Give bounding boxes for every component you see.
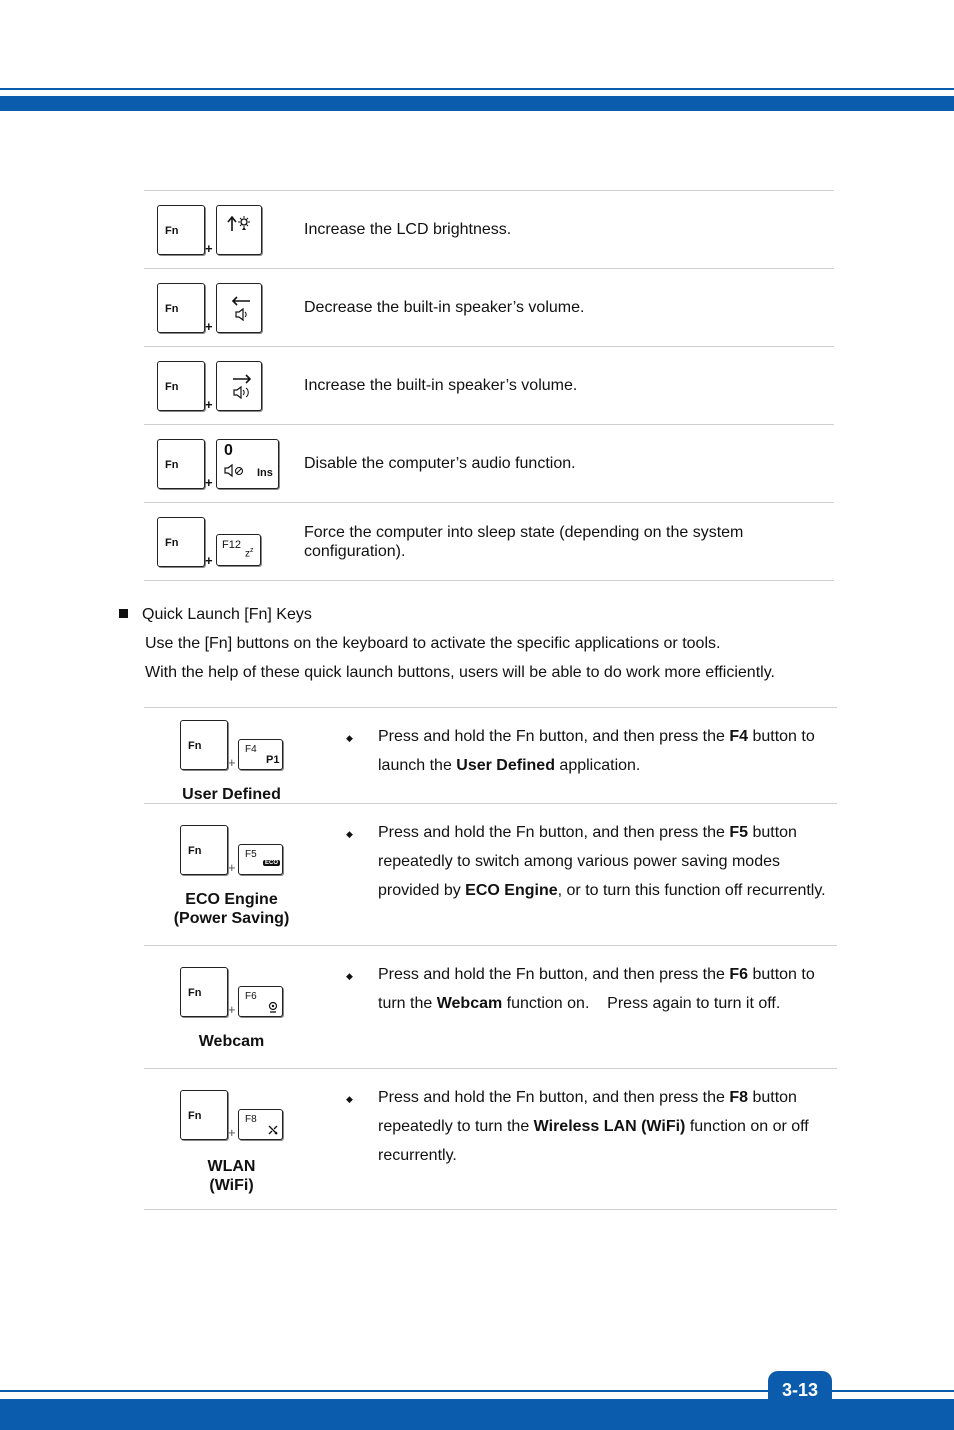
volume-down-icon xyxy=(217,284,261,332)
eco-icon: ECO xyxy=(265,860,279,866)
square-bullet-icon xyxy=(119,609,128,618)
quick-launch-table xyxy=(144,707,837,1210)
key-combo xyxy=(180,825,290,879)
volume-up-key xyxy=(216,361,262,411)
fn-key-label: Fn xyxy=(188,740,202,752)
fn-key xyxy=(157,205,205,255)
fn-row xyxy=(144,346,834,424)
mute-icon xyxy=(223,463,247,479)
key-combo xyxy=(157,438,307,490)
diamond-bullet-icon: ◆ xyxy=(346,733,353,743)
key-combo xyxy=(180,1090,290,1144)
wifi-icon xyxy=(267,1124,279,1136)
f8-label: F8 xyxy=(245,1114,257,1125)
plus-sign: + xyxy=(228,1125,236,1140)
f5-label: F5 xyxy=(245,849,257,860)
key-combo xyxy=(157,360,307,412)
fn-key-label: Fn xyxy=(165,459,179,471)
quick-launch-name: Webcam xyxy=(198,1033,265,1050)
quick-launch-description: Press and hold the Fn button, and then press the F5 button repeatedly to switch among various power saving modes provided by ECO Engine, or to turn this function off recurrently. xyxy=(378,824,826,899)
quick-launch-row xyxy=(144,1068,837,1210)
plus-sign: + xyxy=(205,319,213,334)
key-combo xyxy=(157,204,307,256)
quick-launch-name: WLAN (WiFi) xyxy=(207,1158,256,1194)
quick-launch-key-cell xyxy=(144,708,319,803)
f12-sleep-key xyxy=(216,534,261,566)
fn-row-description: Decrease the built-in speaker’s volume. xyxy=(304,299,585,316)
webcam-icon xyxy=(267,1001,279,1013)
quick-launch-intro: With the help of these quick launch buttons, users will be able to do work more efficiently. xyxy=(145,664,775,681)
fn-key-label: Fn xyxy=(165,225,179,237)
quick-launch-heading xyxy=(119,606,312,624)
plus-sign: + xyxy=(205,475,213,490)
fn-key xyxy=(157,439,205,489)
fn-key xyxy=(180,825,228,875)
plus-sign: + xyxy=(205,553,213,568)
fn-key-label: Fn xyxy=(188,987,202,999)
f8-key xyxy=(238,1109,283,1140)
plus-sign: + xyxy=(228,1002,236,1017)
key-combo xyxy=(157,282,307,334)
fn-key xyxy=(180,1090,228,1140)
quick-launch-intro: Use the [Fn] buttons on the keyboard to activate the specific applications or tools. xyxy=(145,635,721,652)
f5-key xyxy=(238,844,283,875)
diamond-bullet-icon: ◆ xyxy=(346,829,353,839)
f6-label: F6 xyxy=(245,991,257,1002)
sleep-icon: $z^z$ xyxy=(245,547,254,560)
fn-row xyxy=(144,502,834,581)
quick-launch-heading-text: Quick Launch [Fn] Keys xyxy=(142,606,312,623)
fn-key xyxy=(180,967,228,1017)
fn-key-label: Fn xyxy=(165,381,179,393)
fn-key xyxy=(157,361,205,411)
fn-key-label: Fn xyxy=(188,1110,202,1122)
key-combo xyxy=(180,720,290,774)
quick-launch-key-cell xyxy=(144,946,319,1068)
quick-launch-row xyxy=(144,707,837,803)
f4-label: F4 xyxy=(245,744,257,755)
page-number: 3-13 xyxy=(768,1371,832,1409)
brightness-up-key xyxy=(216,205,262,255)
quick-launch-row xyxy=(144,803,837,945)
f12-label: F12 xyxy=(222,539,241,551)
quick-launch-description: Press and hold the Fn button, and then press the F4 button to launch the User Defined application. xyxy=(378,728,815,774)
header-band xyxy=(0,96,954,111)
p1-label: P1 xyxy=(266,754,280,766)
fn-row xyxy=(144,424,834,502)
plus-sign: + xyxy=(228,860,236,875)
quick-launch-description: Press and hold the Fn button, and then press the F8 button repeatedly to turn the Wireless LAN (WiFi) function on or off recurrently. xyxy=(378,1089,809,1164)
fn-key-label: Fn xyxy=(188,845,202,857)
quick-launch-key-cell xyxy=(144,804,319,945)
fn-key-label: Fn xyxy=(165,303,179,315)
fn-key-label: Fn xyxy=(165,537,179,549)
plus-sign: + xyxy=(205,397,213,412)
header-rule-thin xyxy=(0,88,954,90)
fn-row-description: Increase the built-in speaker’s volume. xyxy=(304,377,578,394)
mute-ins-key xyxy=(216,439,279,489)
volume-up-icon xyxy=(217,362,261,410)
f4-key xyxy=(238,739,283,770)
volume-down-key xyxy=(216,283,262,333)
key-combo xyxy=(180,967,290,1021)
plus-sign: + xyxy=(205,241,213,256)
fn-key xyxy=(157,517,205,567)
fn-key xyxy=(157,283,205,333)
diamond-bullet-icon: ◆ xyxy=(346,971,353,981)
zero-label: 0 xyxy=(224,442,233,459)
fn-row-description: Increase the LCD brightness. xyxy=(304,221,512,238)
quick-launch-name: ECO Engine (Power Saving) xyxy=(173,891,290,927)
quick-launch-description: Press and hold the Fn button, and then press the F6 button to turn the Webcam function on. Press again to turn it off. xyxy=(378,966,815,1012)
fn-row-description: Disable the computer’s audio function. xyxy=(304,455,576,472)
fn-row xyxy=(144,268,834,346)
plus-sign: + xyxy=(228,755,236,770)
fn-row xyxy=(144,190,834,268)
quick-launch-key-cell xyxy=(144,1069,319,1209)
quick-launch-name: User Defined xyxy=(182,786,281,803)
ins-label: Ins xyxy=(257,467,273,479)
key-combo xyxy=(157,516,307,568)
f6-key xyxy=(238,986,283,1017)
fn-row-description: Force the computer into sleep state (depending on the system configuration). xyxy=(304,523,744,560)
fn-key-table xyxy=(144,190,834,581)
diamond-bullet-icon: ◆ xyxy=(346,1094,353,1104)
quick-launch-row xyxy=(144,945,837,1068)
brightness-up-icon xyxy=(217,206,261,254)
fn-key xyxy=(180,720,228,770)
